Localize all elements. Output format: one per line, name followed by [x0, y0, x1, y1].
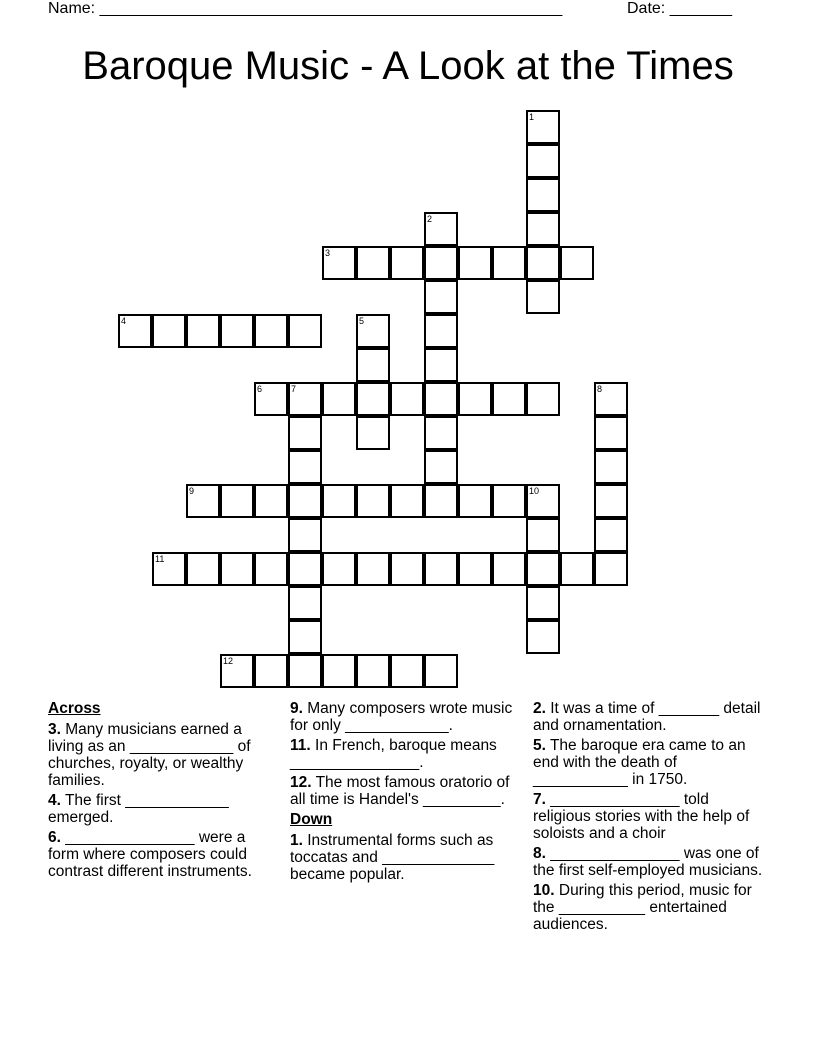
grid-cell[interactable]	[594, 518, 628, 552]
grid-cell[interactable]	[390, 246, 424, 280]
clue-item	[533, 737, 765, 788]
clue-text: It was a time of _______ detail and ornamentation.	[533, 700, 761, 734]
clues-column-3	[533, 700, 765, 936]
grid-cell[interactable]	[594, 416, 628, 450]
grid-cell[interactable]	[152, 314, 186, 348]
grid-cell[interactable]	[288, 314, 322, 348]
grid-cell[interactable]	[594, 450, 628, 484]
grid-cell[interactable]	[220, 314, 254, 348]
clue-number: 6	[257, 384, 263, 394]
clue-number: 4	[121, 316, 127, 326]
clue-text: Many musicians earned a living as an ____________ of churches, royalty, or wealthy families.	[48, 721, 251, 789]
clue-number-label: 7.	[533, 791, 546, 808]
clue-item	[533, 791, 765, 842]
grid-cell[interactable]	[186, 484, 220, 518]
grid-cell[interactable]	[390, 382, 424, 416]
grid-cell[interactable]	[458, 382, 492, 416]
grid-cell[interactable]	[356, 416, 390, 450]
grid-cell[interactable]	[526, 144, 560, 178]
grid-cell[interactable]	[356, 654, 390, 688]
grid-cell[interactable]	[526, 620, 560, 654]
grid-cell[interactable]	[118, 314, 152, 348]
grid-cell[interactable]	[424, 484, 458, 518]
grid-cell[interactable]	[526, 484, 560, 518]
grid-cell[interactable]	[424, 416, 458, 450]
clue-item	[290, 832, 522, 883]
clue-item	[533, 882, 765, 933]
clue-number-label: 10.	[533, 882, 555, 899]
clue-text: In French, baroque means _______________.	[290, 737, 497, 771]
grid-cell[interactable]	[424, 246, 458, 280]
clue-number-label: 5.	[533, 737, 546, 754]
grid-cell[interactable]	[492, 246, 526, 280]
section-heading: Down	[290, 811, 333, 828]
clue-number: 10	[529, 486, 540, 496]
clue-item	[290, 700, 522, 734]
clue-item	[48, 829, 276, 880]
date-field[interactable]: Date: _______	[627, 0, 732, 17]
clue-number: 11	[155, 554, 165, 564]
grid-cell[interactable]	[424, 212, 458, 246]
grid-cell[interactable]	[356, 246, 390, 280]
grid-cell[interactable]	[424, 280, 458, 314]
clue-item	[290, 737, 522, 771]
clue-number: 1	[529, 112, 535, 122]
grid-cell[interactable]	[526, 518, 560, 552]
clue-number: 3	[325, 248, 331, 258]
clue-number: 9	[189, 486, 195, 496]
grid-cell[interactable]	[288, 620, 322, 654]
grid-cell[interactable]	[458, 552, 492, 586]
grid-cell[interactable]	[526, 280, 560, 314]
grid-cell[interactable]	[424, 450, 458, 484]
clue-number-label: 3.	[48, 721, 61, 738]
grid-cell[interactable]	[254, 484, 288, 518]
grid-cell[interactable]	[288, 450, 322, 484]
grid-cell[interactable]	[526, 246, 560, 280]
clue-number: 2	[427, 214, 433, 224]
grid-cell[interactable]	[594, 552, 628, 586]
clue-number-label: 8.	[533, 845, 546, 862]
clue-number: 7	[291, 384, 297, 394]
grid-cell[interactable]	[390, 552, 424, 586]
clues-column-2	[290, 700, 522, 886]
grid-cell[interactable]	[526, 586, 560, 620]
grid-cell[interactable]	[458, 484, 492, 518]
clue-text: _______________ told religious stories with the help of soloists and a choir	[533, 791, 750, 842]
grid-cell[interactable]	[356, 484, 390, 518]
clue-number: 8	[597, 384, 603, 394]
clue-text: Instrumental forms such as toccatas and _____________ became popular.	[290, 832, 495, 883]
clue-item	[533, 845, 765, 879]
grid-cell[interactable]	[322, 382, 356, 416]
clue-number-label: 9.	[290, 700, 303, 717]
grid-cell[interactable]	[492, 382, 526, 416]
clue-text: During this period, music for the __________ entertained audiences.	[533, 882, 752, 933]
grid-cell[interactable]	[390, 484, 424, 518]
grid-cell[interactable]	[254, 382, 288, 416]
grid-cell[interactable]	[288, 552, 322, 586]
grid-cell[interactable]	[322, 484, 356, 518]
grid-cell[interactable]	[220, 552, 254, 586]
grid-cell[interactable]	[220, 654, 254, 688]
clue-text: The baroque era came to an end with the death of ___________ in 1750.	[533, 737, 746, 788]
grid-cell[interactable]	[424, 552, 458, 586]
grid-cell[interactable]	[288, 484, 322, 518]
grid-cell[interactable]	[560, 552, 594, 586]
clue-number: 5	[359, 316, 365, 326]
grid-cell[interactable]	[254, 552, 288, 586]
grid-cell[interactable]	[424, 654, 458, 688]
clue-text: The most famous oratorio of all time is Handel's _________.	[290, 774, 510, 808]
grid-cell[interactable]	[254, 314, 288, 348]
clue-text: The first ____________ emerged.	[48, 792, 229, 826]
grid-cell[interactable]	[458, 246, 492, 280]
grid-cell[interactable]	[288, 382, 322, 416]
grid-cell[interactable]	[220, 484, 254, 518]
grid-cell[interactable]	[288, 654, 322, 688]
clue-number-label: 12.	[290, 774, 312, 791]
grid-cell[interactable]	[424, 348, 458, 382]
clue-number: 12	[223, 656, 234, 666]
clue-text: _______________ was one of the first self-employed musicians.	[533, 845, 763, 879]
grid-cell[interactable]	[288, 586, 322, 620]
grid-cell[interactable]	[186, 314, 220, 348]
grid-cell[interactable]	[322, 246, 356, 280]
grid-cell[interactable]	[254, 654, 288, 688]
clue-item	[533, 700, 765, 734]
section-heading: Across	[48, 700, 101, 717]
clue-number-label: 1.	[290, 832, 303, 849]
clue-text: _______________ were a form where composers could contrast different instruments.	[48, 829, 252, 880]
clue-item	[290, 774, 522, 808]
grid-cell[interactable]	[526, 552, 560, 586]
clue-number-label: 2.	[533, 700, 546, 717]
grid-cell[interactable]	[390, 654, 424, 688]
clue-number-label: 11.	[290, 737, 311, 754]
grid-cell[interactable]	[424, 314, 458, 348]
grid-cell[interactable]	[288, 416, 322, 450]
grid-cell[interactable]	[356, 314, 390, 348]
clue-item	[48, 721, 276, 789]
grid-cell[interactable]	[152, 552, 186, 586]
grid-cell[interactable]	[560, 246, 594, 280]
grid-cell[interactable]	[322, 654, 356, 688]
clue-item	[48, 792, 276, 826]
clues-column-1	[48, 700, 276, 883]
grid-cell[interactable]	[322, 552, 356, 586]
grid-cell[interactable]	[186, 552, 220, 586]
grid-cell[interactable]	[594, 382, 628, 416]
name-field[interactable]: Name: ____________________________________________________	[48, 0, 563, 17]
clue-number-label: 6.	[48, 829, 61, 846]
grid-cell[interactable]	[526, 382, 560, 416]
grid-cell[interactable]	[492, 552, 526, 586]
grid-cell[interactable]	[356, 552, 390, 586]
clue-number-label: 4.	[48, 792, 61, 809]
grid-cell[interactable]	[594, 484, 628, 518]
grid-cell[interactable]	[492, 484, 526, 518]
grid-cell[interactable]	[356, 348, 390, 382]
grid-cell[interactable]	[356, 382, 390, 416]
clue-text: Many composers wrote music for only ____________.	[290, 700, 513, 734]
grid-cell[interactable]	[526, 110, 560, 144]
grid-cell[interactable]	[288, 518, 322, 552]
page-title: Baroque Music - A Look at the Times	[82, 44, 734, 88]
grid-cell[interactable]	[424, 382, 458, 416]
grid-cell[interactable]	[526, 212, 560, 246]
grid-cell[interactable]	[526, 178, 560, 212]
